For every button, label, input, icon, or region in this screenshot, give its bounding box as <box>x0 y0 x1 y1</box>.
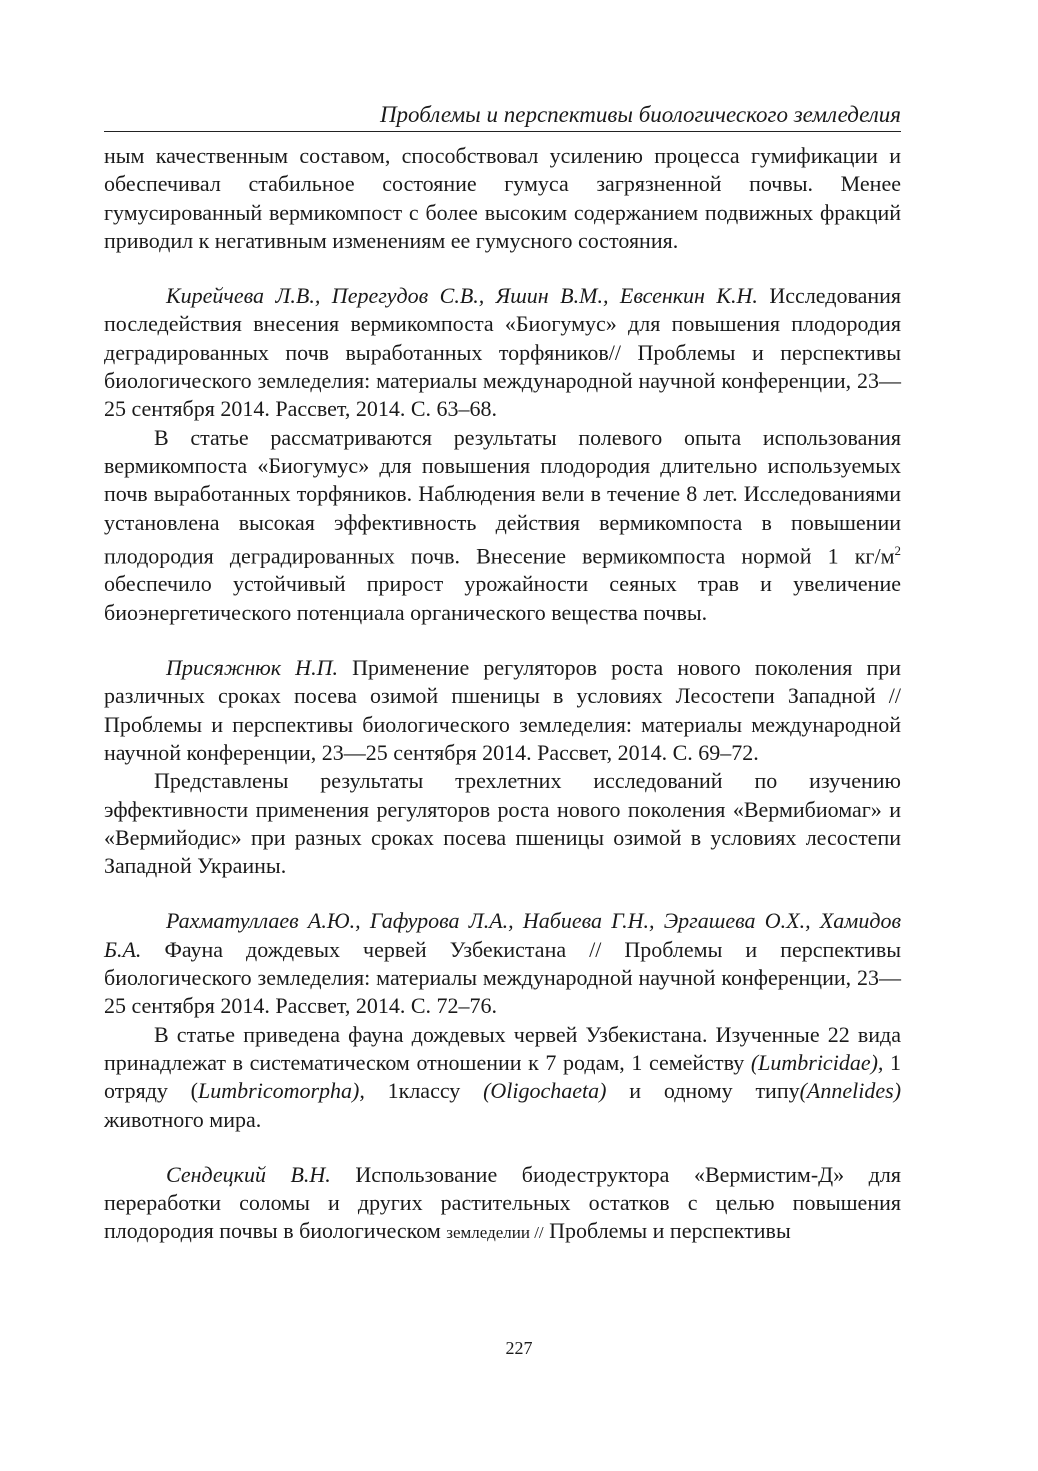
entry-citation-text: Проблемы и перспективы <box>543 1218 791 1244</box>
entry-citation-text: Использование биодеструктора «Вермистим-Д» для переработки соломы и других растительных остатков с целью повышения плодородия почвы в биологическом <box>104 1161 901 1244</box>
entry-authors: Присяжнюк Н.П. <box>166 655 338 681</box>
abstract-text: и одному типу <box>606 1078 800 1104</box>
entry-citation <box>104 282 901 423</box>
entry-authors: Сендецкий В.Н. <box>166 1161 331 1187</box>
page-body <box>104 142 901 1248</box>
abstract-text: 1классу <box>364 1078 484 1104</box>
superscript: 2 <box>894 542 901 558</box>
taxon-name: Lumbricomorpha), <box>198 1078 365 1104</box>
abstract-text: В статье рассматриваются результаты полевого опыта использования вермикомпоста «Биогумус» для повышения плодородия длительно используемых почв выработанных торфяников. Наблюдения вели в течение 8 лет. Исследованиями установлена высокая эффективность действия вермикомпоста в повышении плодородия деградированных почв. Внесение вермикомпоста нормой 1 кг/м <box>104 424 901 569</box>
entry-citation <box>104 1161 901 1248</box>
entry-abstract: Представлены результаты трехлетних исследований по изучению эффективности применения регуляторов роста нового поколения «Вермибиомаг» и «Вермийодис» при разных сроках посева пшеницы озимой в условиях лесостепи Западной Украины. <box>104 768 901 879</box>
entry-abstract <box>104 1021 901 1134</box>
running-title: Проблемы и перспективы биологического земледелия <box>379 102 901 127</box>
abstract-text: обеспечило устойчивый прирост урожайности сеяных трав и увеличение биоэнергетического потенциала органического вещества почвы. <box>104 571 901 625</box>
intro-paragraph: ным качественным составом, способствовал усилению процесса гумификации и обеспечивал стабильное состояние гумуса загрязненной почвы. Менее гумусированный вермикомпост с более высоким содержанием подвижных фракций приводил к негативным изменениям ее гумусного состояния. <box>104 143 901 253</box>
entry-citation <box>104 654 901 767</box>
abstract-text: животного мира. <box>104 1106 262 1132</box>
entry-citation-text: Исследования последействия внесения вермикомпоста «Биогумус» для повышения плодородия деградированных почв выработанных торфяников// Проблемы и перспективы биологического земледелия: материалы международной научной конференции, 23—25 сентября 2014. Рассвет, 2014. С. 63–68. <box>104 283 901 422</box>
entry-authors: Рахматуллаев А.Ю., Гафурова Л.А., Набиева Г.Н., Эргашева О.Х., Хамидов Б.А. <box>104 908 901 962</box>
taxon-name: (Lumbricidae), <box>750 1049 884 1075</box>
page-number: 227 <box>505 1338 533 1358</box>
entry-citation-text: Фауна дождевых червей Узбекистана // Проблемы и перспективы биологического земледелия: материалы международной научной конференции, 23—25 сентября 2014. Рассвет, 2014. С. 72–76. <box>104 936 901 1019</box>
abstract-text: В статье приведена фауна дождевых червей Узбекистана. Изученные 22 вида принадлежат в систематическом отношении к 7 родам, 1 семейству <box>104 1021 901 1075</box>
entry-citation-text: Применение регуляторов роста нового поколения при различных сроках посева озимой пшеницы в условиях Лесостепи Западной // Проблемы и перспективы биологического земледелия: материалы международной научной конференции, 23—25 сентября 2014. Рассвет, 2014. С. 69–72. <box>104 655 901 765</box>
entry-authors: Кирейчева Л.В., Перегудов С.В., Яшин В.М., Евсенкин К.Н. <box>166 283 758 309</box>
taxon-name: (Annelides) <box>799 1078 902 1104</box>
abstract-text: 1 отряду ( <box>104 1049 901 1104</box>
entry-citation <box>104 907 901 1020</box>
entry-abstract <box>104 424 901 627</box>
running-header <box>104 100 901 132</box>
entry-citation-text: земледелии // <box>446 1223 544 1243</box>
taxon-name: (Oligochaeta) <box>483 1078 607 1104</box>
